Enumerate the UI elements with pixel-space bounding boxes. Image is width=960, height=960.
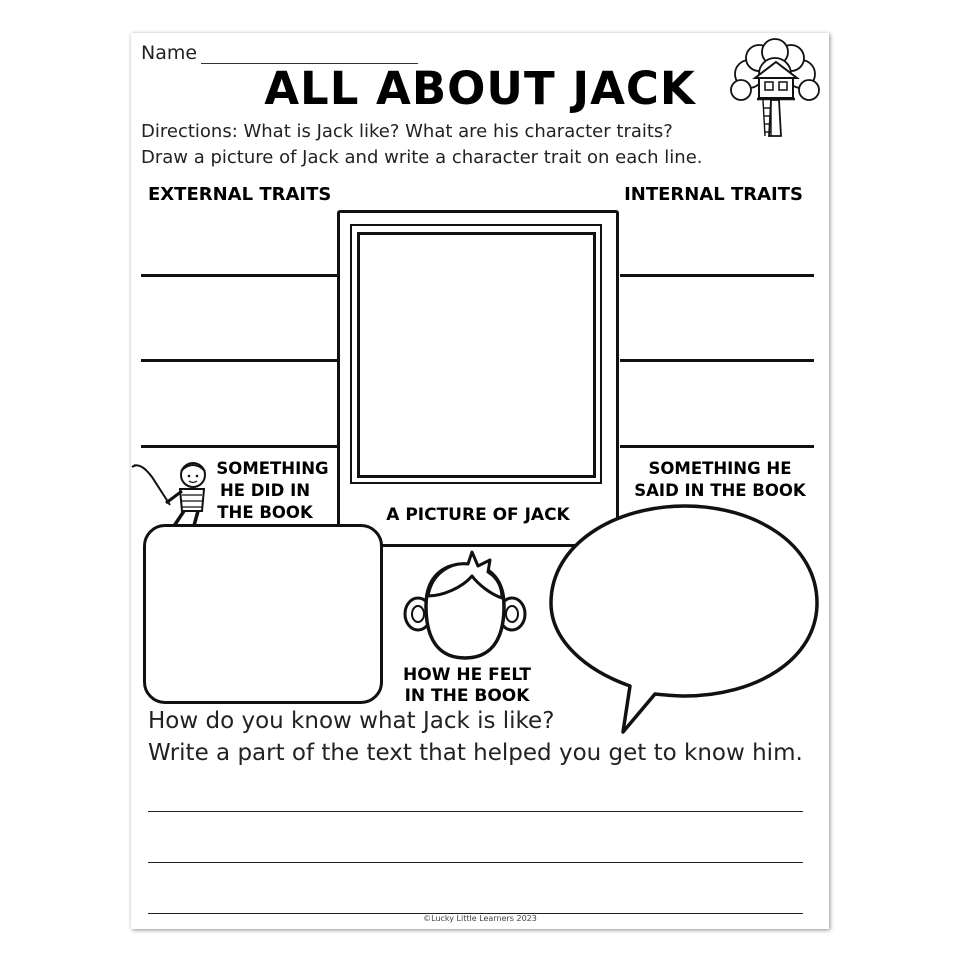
directions-line-2: Draw a picture of Jack and write a character trait on each line. <box>141 147 703 168</box>
felt-label-line-2: IN THE BOOK <box>404 686 530 706</box>
external-trait-line-3[interactable] <box>141 445 337 448</box>
external-trait-line-2[interactable] <box>141 359 337 362</box>
internal-trait-line-1[interactable] <box>620 274 814 277</box>
internal-trait-line-2[interactable] <box>620 359 814 362</box>
answer-line-2[interactable] <box>148 862 803 863</box>
did-label-line-2: HE DID IN <box>219 481 311 500</box>
boy-face-icon <box>402 550 528 662</box>
did-answer-box[interactable] <box>143 524 383 704</box>
external-trait-line-1[interactable] <box>141 274 337 277</box>
picture-inner-border <box>357 232 596 478</box>
page-title: ALL ABOUT JACK <box>264 62 696 115</box>
answer-line-1[interactable] <box>148 811 803 812</box>
copyright-footer: ©Lucky Little Learners 2023 <box>423 914 537 923</box>
did-label-line-1: SOMETHING <box>216 459 329 478</box>
question-line-1: How do you know what Jack is like? <box>148 708 555 734</box>
name-label: Name <box>141 42 198 64</box>
picture-label: A PICTURE OF JACK <box>386 505 570 525</box>
speech-bubble-icon[interactable] <box>545 500 825 740</box>
directions-line-1: Directions: What is Jack like? What are his character traits? <box>141 121 673 142</box>
treehouse-icon <box>727 38 823 138</box>
internal-traits-heading: INTERNAL TRAITS <box>624 184 803 205</box>
said-label-line-1: SOMETHING HE <box>648 459 792 478</box>
internal-trait-line-3[interactable] <box>620 445 814 448</box>
did-label-line-3: THE BOOK <box>217 503 313 522</box>
said-label-line-2: SAID IN THE BOOK <box>634 481 806 500</box>
external-traits-heading: EXTERNAL TRAITS <box>148 184 332 205</box>
felt-label-line-1: HOW HE FELT <box>403 665 531 685</box>
question-line-2: Write a part of the text that helped you get to know him. <box>148 740 803 766</box>
